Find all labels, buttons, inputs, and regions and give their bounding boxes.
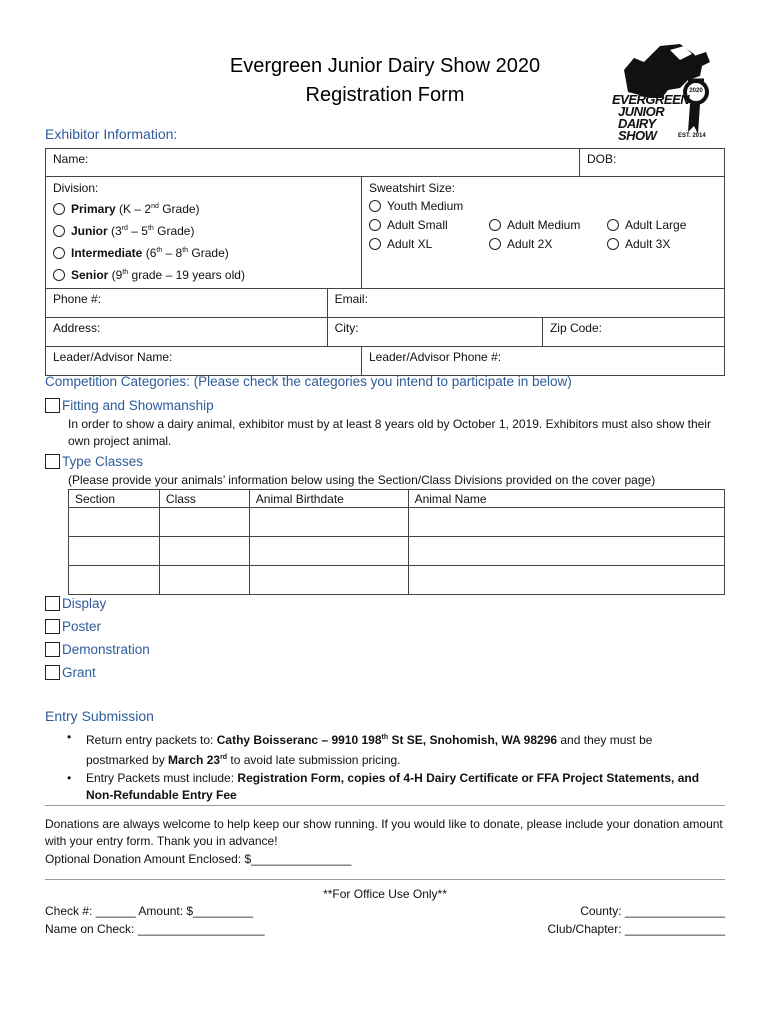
category-label: Grant — [62, 665, 96, 680]
checkbox-icon[interactable] — [45, 454, 60, 469]
city-field[interactable] — [327, 318, 542, 347]
size-label: Adult Large — [624, 218, 687, 232]
size-label: Youth Medium — [386, 199, 464, 213]
animal-classes-table — [68, 489, 725, 595]
logo-word-4: SHOW — [618, 128, 657, 143]
ordinal: th — [381, 734, 389, 741]
table-cell[interactable] — [408, 508, 724, 537]
packet-requirements: Registration Form, copies of 4-H Dairy Certificate or FFA Project Statements, and Non-Refundable Entry Fee — [86, 771, 700, 802]
ordinal: rd — [220, 754, 228, 761]
address-label: Address: — [53, 321, 101, 335]
check-line[interactable]: Check #: ______ Amount: $_________ — [45, 904, 254, 918]
division-range: (6 — [142, 246, 157, 260]
ordinal: nd — [151, 203, 159, 210]
division-option-intermediate[interactable] — [53, 241, 354, 263]
radio-icon[interactable] — [369, 200, 381, 212]
ordinal: th — [122, 269, 129, 276]
radio-icon[interactable] — [369, 219, 381, 231]
size-option-adult-xl[interactable] — [369, 235, 489, 254]
division-range-end: Grade) — [153, 224, 195, 238]
type-classes-description: (Please provide your animals’ information below using the Section/Class Divisions provided on the cover page) — [68, 473, 656, 487]
name-label: Name: — [53, 152, 89, 166]
table-cell[interactable] — [249, 566, 408, 595]
size-label: Adult 3X — [624, 237, 671, 251]
dob-label: DOB: — [586, 152, 617, 166]
table-cell[interactable] — [408, 566, 724, 595]
category-grant[interactable] — [45, 665, 96, 680]
size-option-adult-3x[interactable] — [607, 235, 717, 254]
name-on-check-line[interactable]: Name on Check: ___________________ — [45, 922, 265, 936]
category-demonstration[interactable] — [45, 642, 150, 657]
mailing-address: Cathy Boisseranc – 9910 198 — [216, 733, 382, 747]
divider — [45, 805, 725, 806]
mailing-address-city: St SE, Snohomish, WA 98296 — [388, 733, 558, 747]
radio-icon[interactable] — [489, 219, 501, 231]
table-cell[interactable] — [159, 566, 249, 595]
office-use-heading: **For Office Use Only** — [323, 887, 447, 901]
column-header-animal-name: Animal Name — [408, 490, 724, 508]
ordinal: th — [182, 247, 189, 254]
club-line[interactable]: Club/Chapter: _______________ — [547, 922, 725, 936]
logo-est: EST. 2014 — [678, 133, 706, 139]
logo-word-3: DAIRY — [618, 116, 656, 131]
sweatshirt-cell — [361, 177, 724, 289]
name-field[interactable] — [46, 149, 580, 177]
size-option-adult-large[interactable] — [607, 216, 717, 235]
address-field[interactable] — [46, 318, 328, 347]
text: and they must be postmarked by — [86, 733, 653, 767]
checkbox-icon[interactable] — [45, 642, 60, 657]
leader-phone-label: Leader/Advisor Phone #: — [368, 350, 502, 364]
email-field[interactable] — [327, 289, 724, 318]
size-label: Adult Medium — [506, 218, 581, 232]
ordinal: rd — [121, 225, 128, 232]
category-label: Fitting and Showmanship — [62, 398, 214, 413]
division-option-junior[interactable] — [53, 219, 354, 241]
table-cell[interactable] — [69, 537, 160, 566]
radio-icon[interactable] — [369, 238, 381, 250]
ordinal: th — [147, 225, 154, 232]
division-option-senior[interactable] — [53, 263, 354, 285]
dob-field[interactable] — [579, 149, 724, 177]
list-item — [64, 729, 714, 769]
table-row — [69, 566, 725, 595]
logo-ribbon-year: 2020 — [689, 88, 703, 94]
radio-icon[interactable] — [607, 238, 619, 250]
zip-label: Zip Code: — [549, 321, 602, 335]
category-fitting[interactable] — [45, 398, 214, 413]
checkbox-icon[interactable] — [45, 596, 60, 611]
entry-instructions — [64, 729, 714, 805]
table-cell[interactable] — [408, 537, 724, 566]
category-label: Poster — [62, 619, 102, 634]
radio-icon[interactable] — [53, 269, 65, 281]
size-label: Adult 2X — [506, 237, 553, 251]
radio-icon[interactable] — [607, 219, 619, 231]
exhibitor-info-table — [45, 148, 725, 376]
list-item — [64, 770, 714, 804]
division-name: Intermediate — [71, 246, 143, 260]
division-range: (3 — [107, 224, 122, 238]
donation-amount-line[interactable]: Optional Donation Amount Enclosed: $_______________ — [45, 852, 352, 866]
size-option-adult-2x[interactable] — [489, 235, 607, 254]
radio-icon[interactable] — [53, 225, 65, 237]
division-range-end: Grade) — [188, 246, 229, 260]
table-cell[interactable] — [69, 508, 160, 537]
category-label: Type Classes — [62, 454, 144, 469]
text: Return entry packets to: — [86, 733, 217, 747]
text: Entry Packets must include: — [86, 771, 238, 785]
entry-heading: Entry Submission — [45, 708, 154, 724]
page-subtitle: Registration Form — [305, 84, 465, 106]
page-title: Evergreen Junior Dairy Show 2020 — [229, 55, 541, 77]
logo-word-2: JUNIOR — [618, 104, 665, 119]
leader-name-label: Leader/Advisor Name: — [53, 350, 173, 364]
category-poster[interactable] — [45, 619, 101, 634]
table-cell[interactable] — [249, 508, 408, 537]
size-label: Adult Small — [386, 218, 448, 232]
checkbox-icon[interactable] — [45, 619, 60, 634]
division-range: (9 — [108, 268, 123, 282]
category-label: Demonstration — [62, 642, 150, 657]
email-label: Email: — [334, 292, 368, 306]
phone-field[interactable] — [46, 289, 328, 318]
exhibitor-heading: Exhibitor Information: — [45, 126, 178, 142]
division-cell — [46, 177, 362, 289]
radio-icon[interactable] — [53, 247, 65, 259]
zip-field[interactable] — [542, 318, 724, 347]
checkbox-icon[interactable] — [45, 398, 60, 413]
ordinal: th — [156, 247, 163, 254]
column-header-birthdate: Animal Birthdate — [249, 490, 408, 508]
competition-heading: Competition Categories: (Please check the categories you intend to participate in below) — [45, 374, 572, 389]
checkbox-icon[interactable] — [45, 665, 60, 680]
county-line[interactable]: County: _______________ — [580, 904, 725, 918]
division-range-mid: – 8 — [162, 246, 183, 260]
show-logo — [610, 40, 730, 144]
table-row — [69, 537, 725, 566]
category-type-classes[interactable] — [45, 454, 143, 469]
size-option-adult-small[interactable] — [369, 216, 489, 235]
phone-label: Phone #: — [53, 292, 102, 306]
division-range-mid: – 5 — [127, 224, 148, 238]
fitting-description: In order to show a dairy animal, exhibitor must by at least 8 years old by October 1, 2019. Exhibitors must also show their own project animal. — [68, 417, 711, 448]
radio-icon[interactable] — [53, 203, 65, 215]
radio-icon[interactable] — [489, 238, 501, 250]
size-option-youth-medium[interactable] — [369, 197, 489, 216]
postmark-deadline: March 23 — [168, 753, 221, 767]
column-header-class: Class — [159, 490, 249, 508]
donation-text: Donations are always welcome to help keep our show running. If you would like to donate, please include your donation amount with your entry form. Thank you in advance! — [45, 817, 723, 848]
sweatshirt-options — [369, 197, 717, 254]
division-range-end: grade – 19 years old) — [128, 268, 245, 282]
sweatshirt-label: Sweatshirt Size: — [368, 181, 456, 195]
column-header-section: Section — [69, 490, 160, 508]
table-cell[interactable] — [159, 537, 249, 566]
leader-name-field[interactable] — [46, 347, 362, 376]
division-name: Primary — [71, 202, 116, 216]
division-name: Junior — [71, 224, 108, 238]
table-cell[interactable] — [249, 537, 408, 566]
text: to avoid late submission pricing. — [227, 753, 401, 767]
size-label: Adult XL — [386, 237, 433, 251]
logo-word-1: EVERGREEN — [612, 92, 690, 107]
category-label: Display — [62, 596, 107, 611]
table-cell[interactable] — [159, 508, 249, 537]
leader-phone-field[interactable] — [361, 347, 724, 376]
division-label: Division: — [53, 181, 99, 195]
table-row — [69, 508, 725, 537]
city-label: City: — [334, 321, 359, 335]
division-name: Senior — [71, 268, 109, 282]
division-range-end: Grade) — [158, 202, 200, 216]
divider — [45, 879, 725, 880]
division-range: (K – 2 — [115, 202, 152, 216]
category-display[interactable] — [45, 596, 106, 611]
size-option-adult-medium[interactable] — [489, 216, 607, 235]
table-cell[interactable] — [69, 566, 160, 595]
division-option-primary[interactable] — [53, 197, 354, 219]
